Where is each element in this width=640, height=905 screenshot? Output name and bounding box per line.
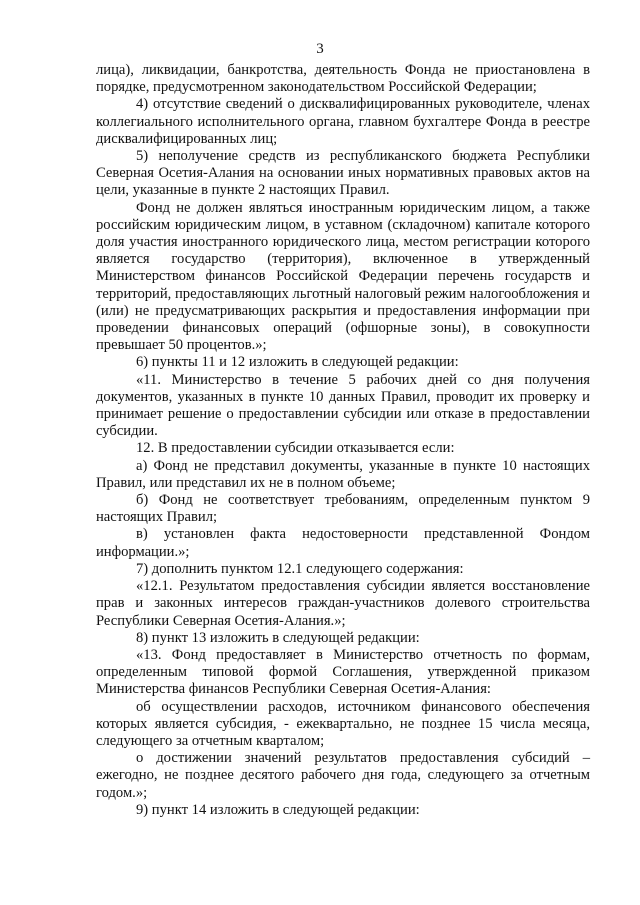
paragraph-clause-12: 12. В предоставлении субсидии отказывается если: bbox=[136, 440, 455, 457]
paragraph-clause-13-results: о достижении значений результатов предоставления субсидий – ежегодно, не позднее десятого рабочего дня года, следующего за отчетным годом.»; bbox=[96, 750, 590, 801]
paragraph-clause-12-a: а) Фонд не представил документы, указанные в пункте 10 настоящих Правил, или представил их не в полном объеме; bbox=[96, 457, 590, 491]
paragraph-clause-12-1: «12.1. Результатом предоставления субсидии является восстановление прав и законных интересов граждан-участников долевого строительства Республики Северная Осетия-Алания.»; bbox=[96, 578, 590, 629]
paragraph-continuation: лица), ликвидации, банкротства, деятельность Фонда не приостановлена в порядке, предусмотренном законодательством Российской Федерации; bbox=[96, 62, 590, 96]
paragraph-item-4: 4) отсутствие сведений о дисквалифицированных руководителе, членах коллегиального исполнительного органа, главном бухгалтере Фонда в реестре дисквалифицированных лиц; bbox=[96, 96, 590, 147]
paragraph-clause-12-b: б) Фонд не соответствует требованиям, определенным пунктом 9 настоящих Правил; bbox=[96, 492, 590, 526]
document-body bbox=[96, 62, 590, 819]
paragraph-clause-13-expenses: об осуществлении расходов, источником финансового обеспечения которых является субсидия, - ежеквартально, не позднее 15 числа месяца, следующего за отчетным кварталом; bbox=[96, 698, 590, 749]
paragraph-amendment-6: 6) пункты 11 и 12 изложить в следующей редакции: bbox=[136, 354, 459, 371]
paragraph-clause-12-c: в) установлен факта недостоверности представленной Фондом информации.»; bbox=[96, 526, 590, 560]
page-number: 3 bbox=[316, 41, 324, 57]
paragraph-amendment-8: 8) пункт 13 изложить в следующей редакции: bbox=[136, 629, 420, 646]
paragraph-clause-13: «13. Фонд предоставляет в Министерство отчетность по формам, определенным типовой формой Соглашения, утвержденной приказом Министерства финансов Республики Северная Осетия-Алания: bbox=[96, 646, 590, 698]
paragraph-amendment-9: 9) пункт 14 изложить в следующей редакции: bbox=[136, 801, 420, 818]
paragraph-amendment-7: 7) дополнить пунктом 12.1 следующего содержания: bbox=[136, 560, 464, 577]
paragraph-clause-11: «11. Министерство в течение 5 рабочих дней со дня получения документов, указанных в пункте 10 данных Правил, проводит их проверку и принимает решение о предоставлении субсидии или отказе в предоставлении субсидии. bbox=[96, 371, 590, 440]
paragraph-foreign-entity: Фонд не должен являться иностранным юридическим лицом, а также российским юридическим лицом, в уставном (складочном) капитале которого доля участия иностранного юридического лица, местом регистрации которого является государство (территория), включенное в утвержденный Министерством финансов Российской Федерации перечень государств и территорий, предоставляющих льготный налоговый режим налогообложения и (или) не предусматривающих раскрытия и предоставления информации при проведении финансовых операций (офшорные зоны), в совокупности превышает 50 процентов.»; bbox=[96, 199, 590, 354]
paragraph-item-5: 5) неполучение средств из республиканского бюджета Республики Северная Осетия-Алания на основании иных нормативных правовых актов на цели, указанные в пункте 2 настоящих Правил. bbox=[96, 148, 590, 199]
